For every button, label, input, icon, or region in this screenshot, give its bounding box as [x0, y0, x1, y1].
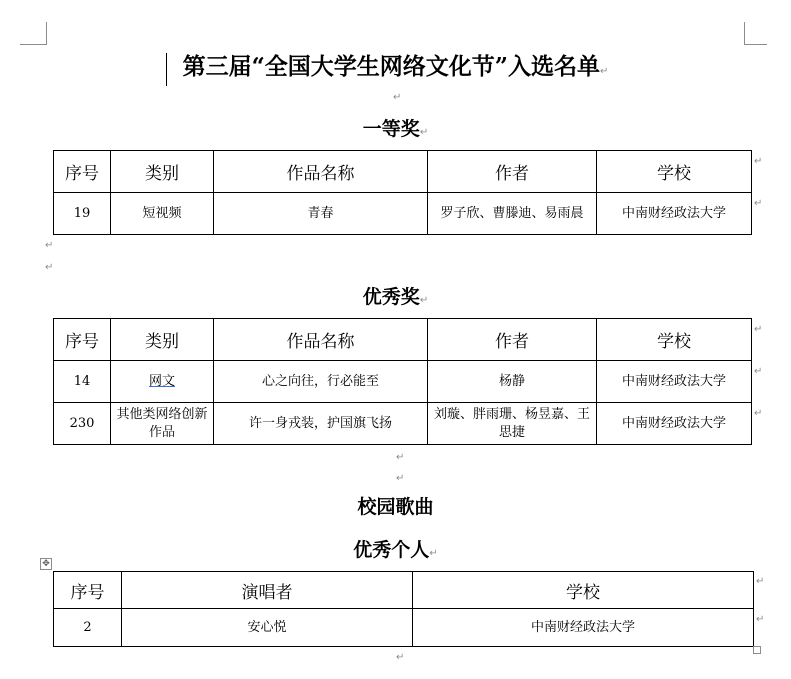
cell-work-title[interactable]: 青春 — [214, 193, 428, 235]
cell-work-title[interactable]: 心之向往，行必能至 — [214, 361, 428, 403]
cell-number[interactable]: 2 — [54, 609, 122, 647]
heading-excellence[interactable]: 优秀奖↵ — [362, 286, 429, 308]
paragraph-mark: ↵ — [393, 92, 402, 103]
header-cell[interactable]: 学校 — [413, 572, 754, 609]
excellence-table — [53, 318, 752, 445]
header-cell[interactable]: 类别 — [111, 151, 214, 193]
table-row — [54, 609, 754, 647]
cell-number[interactable]: 19 — [54, 193, 111, 235]
header-cell[interactable]: 作品名称 — [214, 319, 428, 361]
table-header-row — [54, 319, 752, 361]
paragraph-mark: ↵ — [45, 262, 54, 273]
table-header-row — [54, 572, 754, 609]
page-corner-mark-top-left — [20, 22, 47, 45]
row-end-mark: ↵ — [754, 324, 763, 335]
row-end-mark: ↵ — [754, 156, 763, 167]
cell-authors[interactable]: 杨静 — [428, 361, 597, 403]
row-end-mark: ↵ — [756, 576, 765, 587]
table-row — [54, 403, 752, 445]
header-cell[interactable]: 序号 — [54, 319, 111, 361]
header-cell[interactable]: 学校 — [597, 319, 752, 361]
table-row — [54, 361, 752, 403]
cell-category[interactable]: 短视频 — [111, 193, 214, 235]
cell-authors[interactable]: 刘璇、胖雨珊、杨昱嘉、王思捷 — [428, 403, 597, 445]
cell-singer[interactable]: 安心悦 — [122, 609, 413, 647]
cell-school[interactable]: 中南财经政法大学 — [597, 403, 752, 445]
subheading-excellent-individual[interactable]: 优秀个人↵ — [353, 539, 438, 561]
header-cell[interactable]: 演唱者 — [122, 572, 413, 609]
header-cell[interactable]: 作者 — [428, 151, 597, 193]
table-resize-handle[interactable] — [753, 646, 761, 654]
paragraph-mark: ↵ — [45, 240, 54, 251]
first-prize-table — [53, 150, 752, 235]
campus-song-table — [53, 571, 754, 647]
cell-number[interactable]: 14 — [54, 361, 111, 403]
cell-category[interactable]: 网文 — [111, 361, 214, 403]
header-cell[interactable]: 类别 — [111, 319, 214, 361]
cell-work-title[interactable]: 许一身戎装，护国旗飞扬 — [214, 403, 428, 445]
paragraph-mark: ↵ — [396, 452, 405, 463]
heading-first-prize[interactable]: 一等奖↵ — [362, 118, 429, 140]
cell-category[interactable]: 其他类网络创新作品 — [111, 403, 214, 445]
header-cell[interactable]: 作品名称 — [214, 151, 428, 193]
header-cell[interactable]: 作者 — [428, 319, 597, 361]
table-header-row — [54, 151, 752, 193]
table-row — [54, 193, 752, 235]
cell-school[interactable]: 中南财经政法大学 — [597, 193, 752, 235]
paragraph-mark: ↵ — [396, 652, 405, 663]
table-move-handle-icon[interactable]: ✥ — [40, 558, 52, 570]
header-cell[interactable]: 序号 — [54, 572, 122, 609]
cell-number[interactable]: 230 — [54, 403, 111, 445]
row-end-mark: ↵ — [754, 198, 763, 209]
page-corner-mark-top-right — [744, 22, 767, 45]
cell-school[interactable]: 中南财经政法大学 — [413, 609, 754, 647]
cell-authors[interactable]: 罗子欣、曹滕迪、易雨晨 — [428, 193, 597, 235]
header-cell[interactable]: 学校 — [597, 151, 752, 193]
heading-campus-song[interactable]: 校园歌曲 — [357, 496, 434, 518]
paragraph-mark: ↵ — [396, 473, 405, 484]
cell-school[interactable]: 中南财经政法大学 — [597, 361, 752, 403]
header-cell[interactable]: 序号 — [54, 151, 111, 193]
document-title[interactable]: 第三届“全国大学生网络文化节”入选名单↵ — [182, 53, 609, 80]
row-end-mark: ↵ — [754, 408, 763, 419]
row-end-mark: ↵ — [756, 614, 765, 625]
row-end-mark: ↵ — [754, 366, 763, 377]
